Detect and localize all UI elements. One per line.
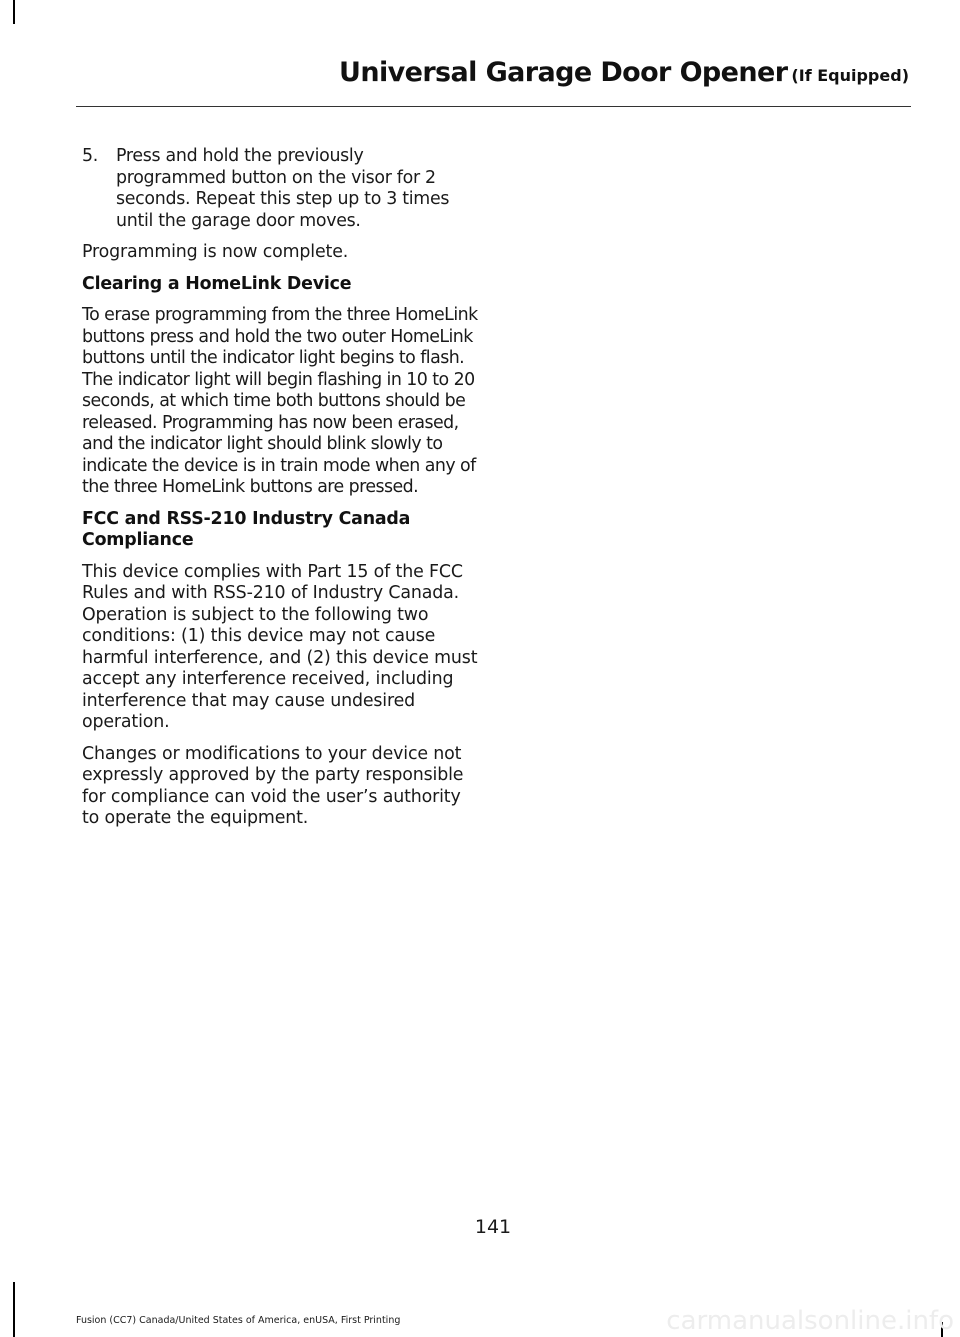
crop-mark-top-left: [13, 0, 15, 24]
changes-body-text: Changes or modifications to your device not expressly approved by the party responsible for compliance can void the user’s authority to operate the equipment.: [82, 743, 464, 828]
clearing-body-text: To erase programming from the three HomeLink buttons press and hold the two outer HomeLink buttons until the indicator light begins to flash. The indicator light will begin flashing in 10 to 20 seconds, at which time both buttons should be released. Programming has now been erased, and the indicator light should blink slowly to indicate the device is in train mode when any of the three HomeLink buttons are pressed.: [82, 305, 478, 497]
programming-complete-text: Programming is now complete.: [82, 242, 349, 262]
header-title-line: [339, 57, 909, 88]
clearing-heading: Clearing a HomeLink Device: [82, 273, 352, 294]
list-item-text: Press and hold the previously programmed button on the visor for 2 seconds. Repeat this step up to 3 times until the garage door moves.: [116, 146, 450, 231]
footer-text: Fusion (CC7) Canada/United States of America, enUSA, First Printing: [76, 1315, 401, 1326]
section-subtitle: (If Equipped): [791, 66, 909, 85]
fcc-body-text: This device complies with Part 15 of the FCC Rules and with RSS-210 of Industry Canada. Operation is subject to the following two conditions: (1) this device may not cause harmful interference, and (2) this device must accept any interference received, including interference that may cause undesired operation.: [82, 561, 478, 732]
watermark: carmanualsonline.info: [666, 1306, 954, 1336]
content-column: [82, 146, 478, 840]
section-title: Universal Garage Door Opener: [339, 57, 788, 88]
list-item: [82, 146, 478, 232]
fcc-heading: FCC and RSS-210 Industry Canada Compliance: [82, 508, 411, 550]
list-item-number: 5.: [82, 146, 98, 166]
crop-mark-bottom-left: [13, 1282, 15, 1337]
page-header: [76, 54, 911, 107]
page-number: 141: [474, 1216, 512, 1238]
